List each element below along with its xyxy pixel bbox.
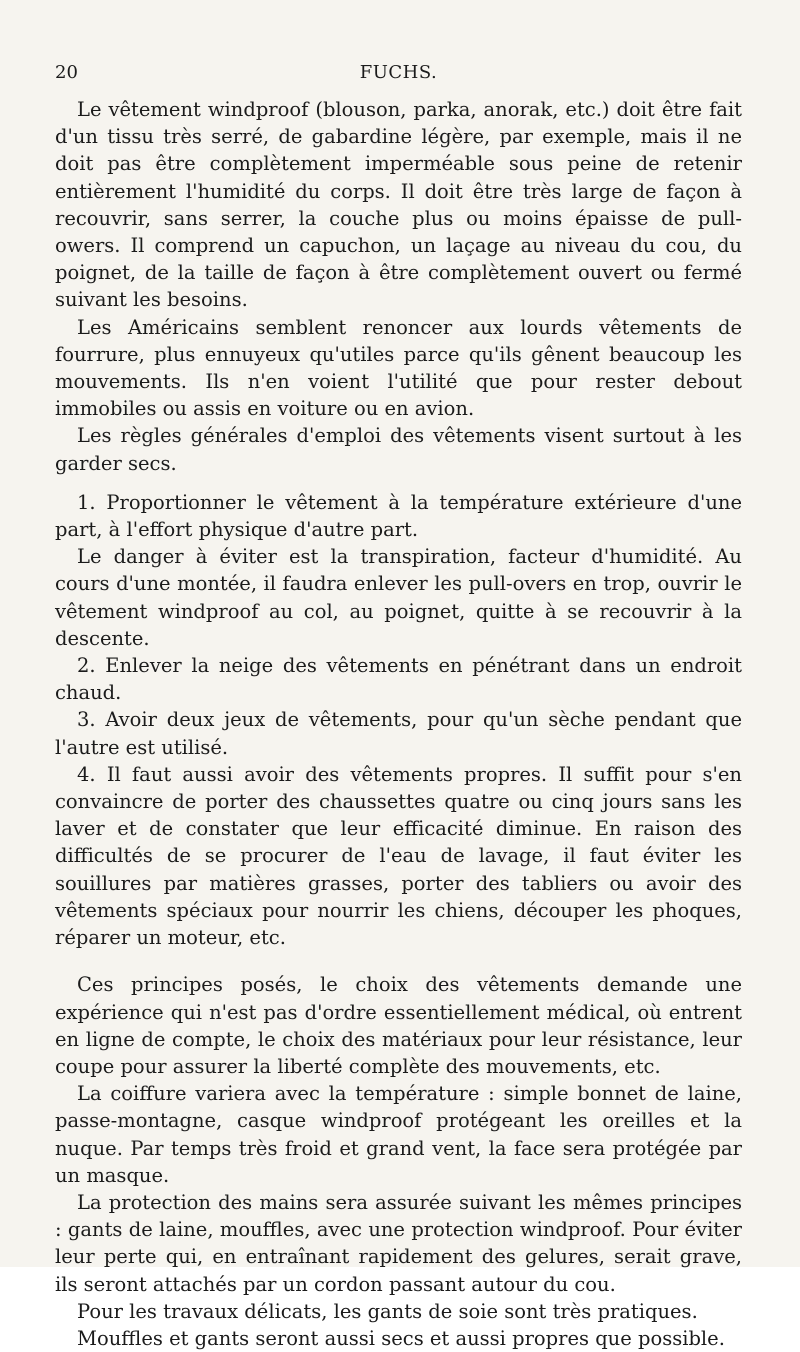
paragraph-windproof: Le vêtement windproof (blouson, parka, anorak, etc.) doit être fait d'un tissu très serré, de gabardine légère, par exemple, mais il ne doit pas être complètement imperméable sous peine de retenir entièrement l'humidité du corps. Il doit être très large de façon à recouvrir, sans serrer, la couche plus ou moins épaisse de pull-owers. Il comprend un capuchon, un laçage au niveau du cou, du poignet, de la taille de façon à être complètement ouvert ou fermé suivant les besoins. [55, 98, 742, 312]
paragraph-regles: Les règles générales d'emploi des vêtements visent surtout à les garder secs. [55, 424, 742, 475]
paragraph-rule-1: 1. Proportionner le vêtement à la température extérieure d'une part, à l'effort physique d'autre part. [55, 490, 742, 542]
body-text [55, 96, 742, 1352]
paragraph-mouffles: Mouffles et gants seront aussi secs et aussi propres que possible. [77, 1326, 725, 1350]
paragraph-coiffure: La coiffure variera avec la température : simple bonnet de laine, passe-montagne, casque windproof protégeant les oreilles et la nuque. Par temps très froid et grand vent, la face sera protégée par un masque. [55, 1082, 742, 1187]
paragraph-rule-2: 2. Enlever la neige des vêtements en pénétrant dans un endroit chaud. [55, 654, 742, 705]
paragraph-rule-3: 3. Avoir deux jeux de vêtements, pour qu'un sèche pendant que l'autre est utilisé. [55, 708, 742, 759]
paragraph-gants-soie: Pour les travaux délicats, les gants de soie sont très pratiques. [77, 1299, 698, 1323]
paragraph-principes: Ces principes posés, le choix des vêtements demande une expérience qui n'est pas d'ordre essentiellement médical, où entrent en ligne de compte, le choix des matériaux pour leur résistance, leur coupe pour assurer la liberté complète des mouvements, etc. [55, 973, 742, 1078]
running-title: FUCHS. [359, 62, 438, 83]
page-header [55, 62, 742, 88]
paragraph-protection-mains: La protection des mains sera assurée suivant les mêmes principes : gants de laine, mouffles, avec une protection windproof. Pour éviter leur perte qui, en entraînant rapidement des gelures, serait grave, ils seront attachés par un cordon passant autour du cou. [55, 1190, 742, 1296]
paragraph-rule-4: 4. Il faut aussi avoir des vêtements propres. Il suffit pour s'en convaincre de porter des chaussettes quatre ou cinq jours sans les laver et de constater que leur efficacité diminue. En raison des difficultés de se procurer de l'eau de lavage, il faut éviter les souillures par matières grasses, porter des tabliers ou avoir des vêtements spéciaux pour nourrir les chiens, découper les phoques, réparer un moteur, etc. [55, 762, 742, 950]
page-number: 20 [55, 62, 78, 83]
paragraph-americains: Les Américains semblent renoncer aux lourds vêtements de fourrure, plus ennuyeux qu'utiles parce qu'ils gênent beaucoup les mouvements. Ils n'en voient l'utilité que pour rester debout immobiles ou assis en voiture ou en avion. [55, 315, 742, 421]
paragraph-danger: Le danger à éviter est la transpiration, facteur d'humidité. Au cours d'une montée, il faudra enlever les pull-overs en trop, ouvrir le vêtement windproof au col, au poignet, quitte à se recouvrir à la descente. [55, 545, 742, 650]
